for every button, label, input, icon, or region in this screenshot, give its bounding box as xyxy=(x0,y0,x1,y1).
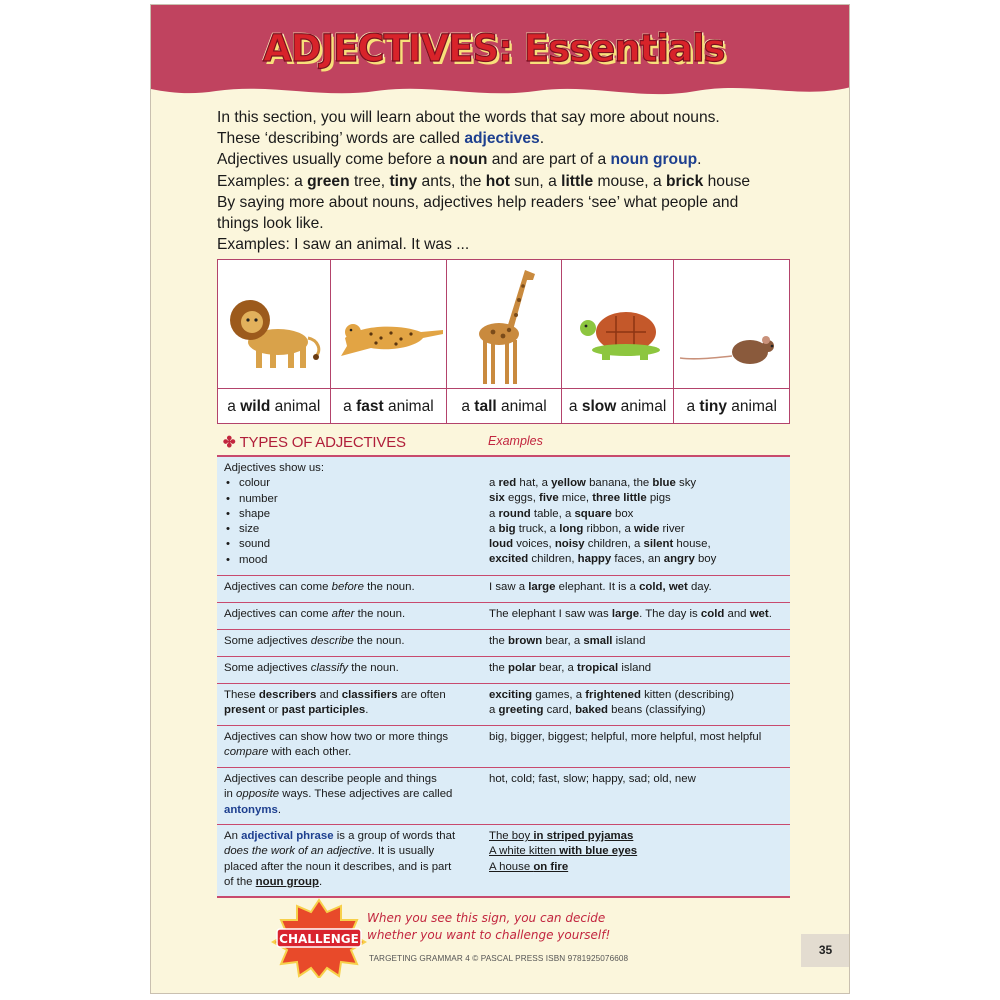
animal-caption: a tall animal xyxy=(461,398,547,415)
animal-card xyxy=(218,260,331,423)
list-item: • colour xyxy=(224,476,484,491)
footer-credit: TARGETING GRAMMAR 4 © PASCAL PRESS ISBN 9781925076608 xyxy=(369,954,629,963)
animal-card xyxy=(447,260,562,423)
intro-line: Examples: I saw an animal. It was ... xyxy=(217,236,470,254)
example-text: The boy in striped pyjamas A white kitten with blue eyes A house on fire xyxy=(489,830,638,873)
animal-caption: a slow animal xyxy=(568,398,667,415)
rule-text: Adjectives can show how two or more things compare with each other. xyxy=(224,731,449,759)
rule-text: These describers and classifiers are often present or past participles. xyxy=(224,689,446,717)
intro-line: Examples: a green tree, tiny ants, the hot sun, a little mouse, a brick house xyxy=(217,172,751,190)
intro-line: These ‘describing’ words are called adjectives. xyxy=(217,130,545,148)
table-row xyxy=(217,629,790,656)
tortoise-icon xyxy=(562,260,674,389)
table-row xyxy=(217,457,790,572)
page-number: 35 xyxy=(801,934,850,967)
table-row xyxy=(217,575,790,602)
example-text: hot, cold; fast, slow; happy, sad; old, new xyxy=(489,773,696,785)
list-item: • number xyxy=(224,492,484,507)
example-text: I saw a large elephant. It is a cold, wet day. xyxy=(489,581,712,593)
lion-icon xyxy=(218,260,330,389)
challenge-badge-icon xyxy=(271,898,367,978)
intro-text xyxy=(217,107,777,255)
table-row xyxy=(217,656,790,683)
table-row xyxy=(217,683,790,725)
example-text: a red hat, a yellow banana, the blue sky six eggs, five mice, three little pigs a round table, a square box a big truck, a long ribbon, a wide river loud voices, noisy children, a silent house, excited children, happy faces, an angry boy xyxy=(489,477,717,566)
rule-text: Adjectives show us: • colour • number • shape • size • sound • mood xyxy=(224,461,484,568)
rule-text: Some adjectives classify the noun. xyxy=(224,662,399,674)
example-text: exciting games, a frightened kitten (describing) a greeting card, baked beans (classifying) xyxy=(489,689,734,717)
rule-text: Adjectives can describe people and things in opposite ways. These adjectives are called antonyms. xyxy=(224,773,453,816)
animal-card xyxy=(331,260,448,423)
keyword: noun group xyxy=(610,151,698,169)
intro-line: By saying more about nouns, adjectives help readers ‘see’ what people and xyxy=(217,193,739,211)
types-heading: ✤ TYPES OF ADJECTIVES xyxy=(223,434,406,451)
table-row xyxy=(217,602,790,629)
header-band xyxy=(151,5,850,105)
rule-text: Adjectives can come after the noun. xyxy=(224,608,406,620)
intro-line: Adjectives usually come before a noun and are part of a noun group. xyxy=(217,151,702,169)
example-text: the brown bear, a small island xyxy=(489,635,646,647)
animal-card xyxy=(674,260,789,423)
animal-card xyxy=(562,260,675,423)
challenge-badge-text: CHALLENGE xyxy=(279,932,359,946)
cheetah-icon xyxy=(331,260,447,389)
animal-examples-strip xyxy=(217,259,790,424)
intro-line: things look like. xyxy=(217,215,324,233)
example-text: the polar bear, a tropical island xyxy=(489,662,652,674)
workbook-page xyxy=(150,4,850,994)
table-row xyxy=(217,824,790,896)
list-item: • sound xyxy=(224,537,484,552)
challenge-note: When you see this sign, you can decide whether you want to challenge yourself! xyxy=(367,911,611,942)
keyword: adjectives xyxy=(464,130,540,148)
types-table xyxy=(217,455,790,898)
rule-text: Some adjectives describe the noun. xyxy=(224,635,405,647)
list-item: • mood xyxy=(224,553,484,568)
rule-text: An adjectival phrase is a group of words that does the work of an adjective. It is usually placed after the noun it describes, and is part of the noun group. xyxy=(224,830,456,888)
example-text: The elephant I saw was large. The day is cold and wet. xyxy=(489,608,772,620)
mouse-icon xyxy=(674,260,789,389)
examples-heading: Examples xyxy=(488,434,543,448)
table-row xyxy=(217,725,790,767)
animal-caption: a wild animal xyxy=(227,398,321,415)
list-item: • shape xyxy=(224,507,484,522)
list-item: • size xyxy=(224,522,484,537)
flower-bullet-icon: ✤ xyxy=(223,434,236,451)
giraffe-icon xyxy=(447,260,561,389)
animal-caption: a tiny animal xyxy=(686,398,777,415)
example-text: big, bigger, biggest; helpful, more helpful, most helpful xyxy=(489,731,762,743)
rule-text: Adjectives can come before the noun. xyxy=(224,581,415,593)
intro-line: In this section, you will learn about the words that say more about nouns. xyxy=(217,109,720,126)
page-title: ADJECTIVES: Essentials xyxy=(263,27,725,70)
animal-caption: a fast animal xyxy=(343,398,434,415)
keyword: noun xyxy=(449,151,488,169)
table-row xyxy=(217,767,790,824)
